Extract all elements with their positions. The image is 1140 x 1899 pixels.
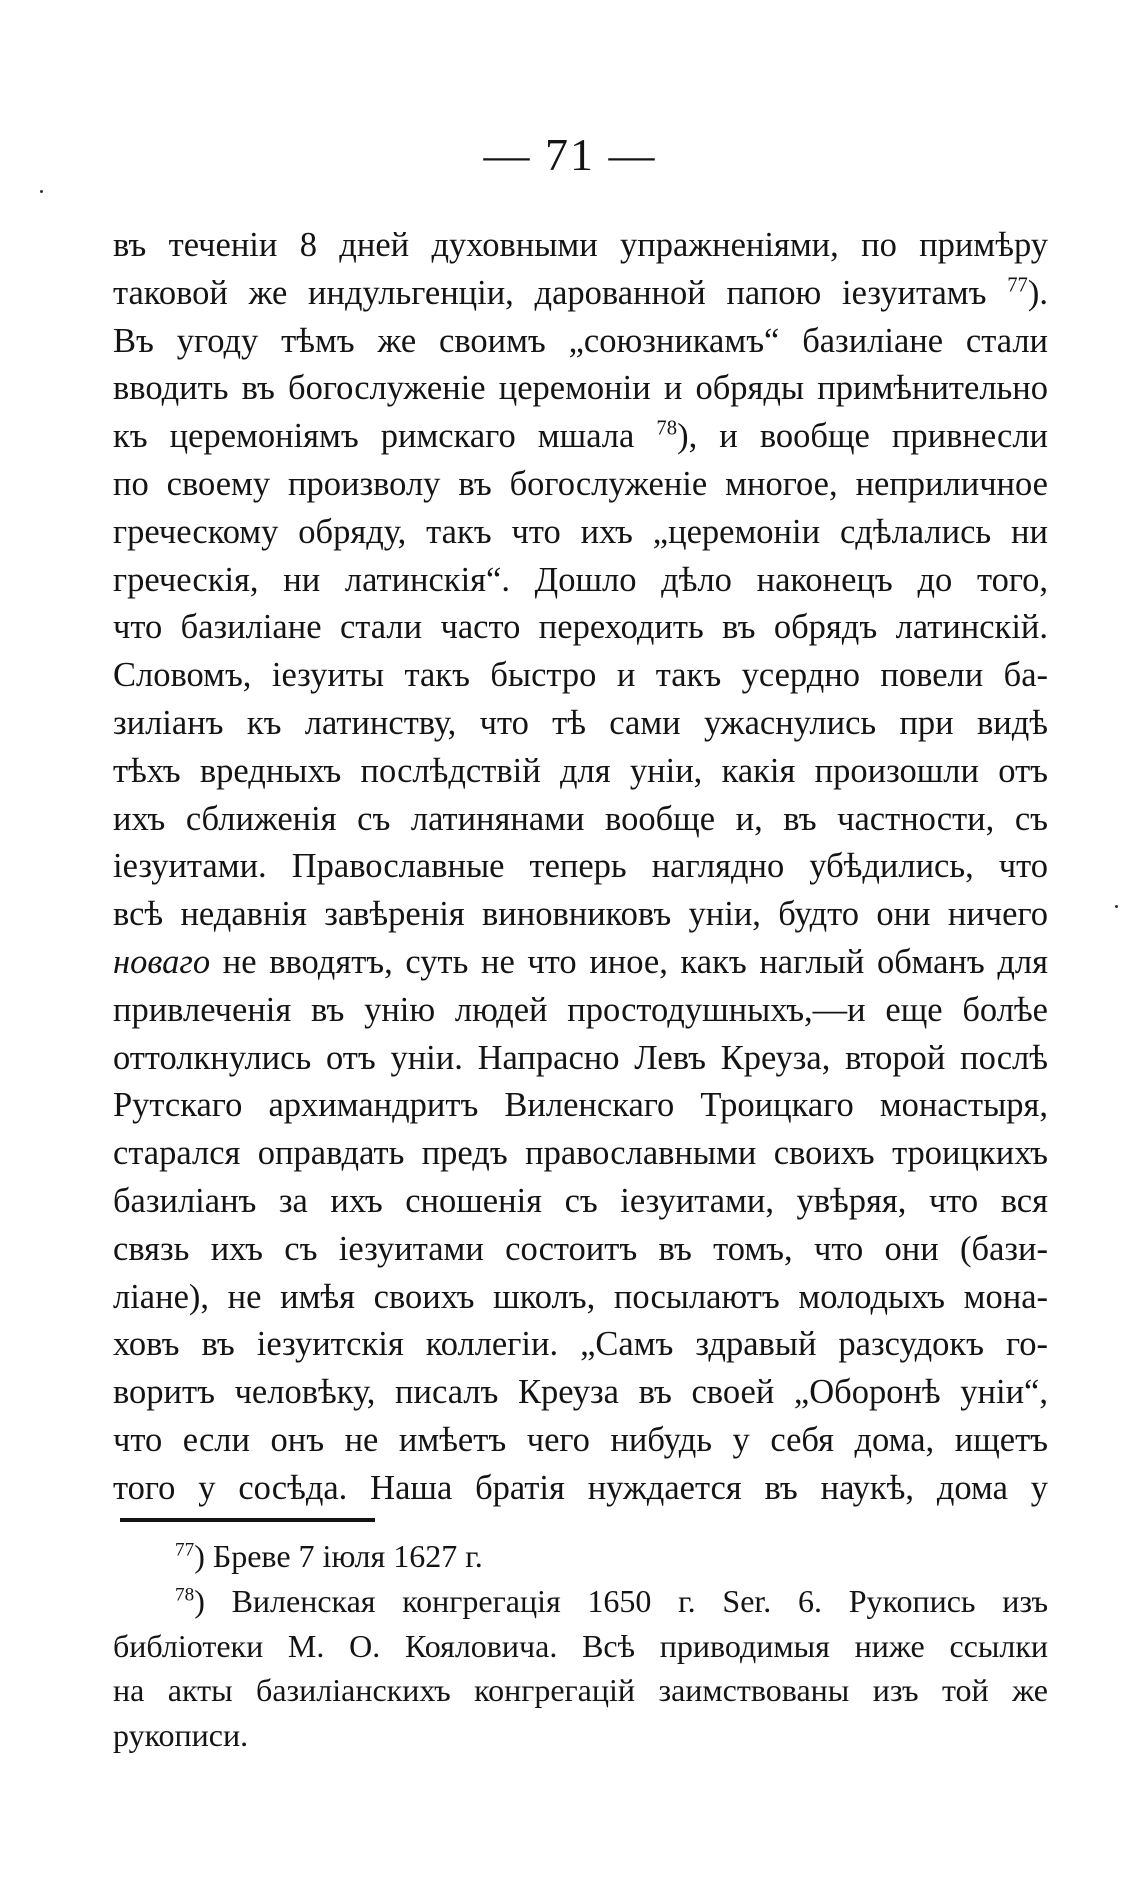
- footnote-ref-77[interactable]: 77: [1007, 274, 1028, 297]
- text-line: связь ихъ съ іезуитами состоитъ въ томъ, что они (бази-: [113, 1229, 1048, 1268]
- text-line: того у сосѣда. Наша братія нуждается въ наукѣ, дома у: [113, 1468, 1048, 1507]
- text-line: что базиліане стали часто переходить въ обрядъ латинскій.: [113, 608, 1048, 647]
- text-line: привлеченія въ унію людей простодушныхъ,—и еще болѣе: [113, 990, 1048, 1029]
- text-line: всѣ недавнія завѣренія виновниковъ уніи, будто они ничего: [113, 895, 1048, 934]
- text-line: оттолкнулись отъ уніи. Напрасно Левъ Креуза, второй послѣ: [113, 1038, 1048, 1077]
- text-line: старался оправдать предъ православными своихъ троицкихъ: [113, 1134, 1048, 1173]
- footnote-line: на акты базиліанскихъ конгрегацій заимствованы изъ той же: [113, 1672, 1048, 1709]
- text-line: ихъ сближенія съ латинянами вообще и, въ частности, съ: [113, 799, 1048, 838]
- footnote-ref-78[interactable]: 78: [656, 417, 678, 440]
- text-line: въ теченіи 8 дней духовными упражненіями, по примѣру: [113, 226, 1048, 264]
- text-line: новаго не вводятъ, суть не что иное, какъ наглый обманъ для: [113, 942, 1048, 981]
- footnotes: [113, 1534, 1048, 1758]
- text-line: что если онъ не имѣетъ чего нибудь у себя дома, ищетъ: [113, 1420, 1048, 1459]
- footnote-78: $^{78}$) Виленская конгрегація 1650 г. Ser. 6. Рукопись изъ: [175, 1582, 1048, 1619]
- text-line: къ церемоніямъ римскаго мшала $^{78}$), и вообще привнесли: [113, 417, 1048, 456]
- footnote-divider: [120, 1518, 375, 1522]
- italic-word: новаго: [113, 942, 211, 981]
- text-line: ліане), не имѣя своихъ школъ, посылаютъ молодыхъ мона-: [113, 1277, 1048, 1316]
- text-line: ховъ въ іезуитскія коллегіи. „Самъ здравый разсудокъ го-: [113, 1325, 1048, 1364]
- footnote-77: $^{77}$) Бреве 7 іюля 1627 г.: [175, 1538, 483, 1574]
- paper-speck: [40, 190, 43, 193]
- text-line: по своему произволу въ богослуженіе многое, неприличное: [113, 464, 1048, 503]
- text-line: греческія, ни латинскія“. Дошло дѣло наконецъ до того,: [113, 560, 1048, 599]
- text-line: воритъ человѣку, писалъ Креуза въ своей „Оборонѣ уніи“,: [113, 1373, 1048, 1412]
- text-line: тѣхъ вредныхъ послѣдствій для уніи, какія произошли отъ: [113, 751, 1048, 790]
- text-line: греческому обряду, такъ что ихъ „церемоніи сдѣлались ни: [113, 512, 1048, 551]
- text-line: Словомъ, іезуиты такъ быстро и такъ усердно повели ба-: [113, 656, 1048, 695]
- text-line: зиліанъ къ латинству, что тѣ сами ужаснулись при видѣ: [113, 703, 1048, 742]
- paper-speck: [1115, 905, 1118, 908]
- text-line: іезуитами. Православные теперь наглядно убѣдились, что: [113, 847, 1048, 886]
- text-line: Въ угоду тѣмъ же своимъ „союзникамъ“ базиліане стали: [113, 321, 1048, 360]
- text-line: вводить въ богослуженіе церемоніи и обряды примѣнительно: [113, 369, 1048, 408]
- body-text: [113, 222, 1048, 1513]
- footnote-line: библіотеки М. О. Кояловича. Всѣ приводимыя ниже ссылки: [113, 1627, 1048, 1664]
- page-number: — 71 —: [483, 129, 657, 180]
- text-line: таковой же индульгенціи, дарованной папою іезуитамъ $^{77}$).: [113, 273, 1048, 312]
- text-line: Рутскаго архимандритъ Виленскаго Троицкаго монастыря,: [113, 1086, 1048, 1125]
- text-line: базиліанъ за ихъ сношенія съ іезуитами, увѣряя, что вся: [113, 1181, 1048, 1220]
- footnote-line: рукописи.: [113, 1717, 249, 1754]
